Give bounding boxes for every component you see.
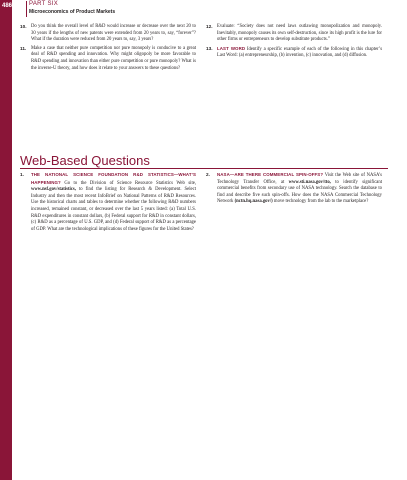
question-text: Visit the Web site of NASA’s Technology Transfer Office, at bbox=[217, 173, 382, 185]
nasa-tto-link[interactable]: www.sti.nasa.gov/tto, bbox=[288, 179, 331, 185]
questions-left-column bbox=[20, 24, 196, 74]
part-label: PART SIX bbox=[29, 1, 59, 7]
question-text: to identify significant commercial benefits from secondary use of NASA technology. Search the database to find and describe five such spin-offs. How does the NASA Commercial Technology Network bbox=[217, 179, 383, 205]
page-sidebar-stripe bbox=[0, 0, 12, 480]
question-text: Identify a specific example of each of the following in this chapter’s Last Word: (a) entrepreneurship, (b) invention, (c) innovation, and (d) diffusion. bbox=[217, 46, 383, 59]
question-text: Evaluate: “Society does not need laws outlawing monopolization and monopoly. Inevitably, monopoly causes its own self-destruction, since its high profit is the lure for other firms or entrepreneurs to develop substitute products.” bbox=[217, 24, 382, 43]
question-text: to find the listing for Research & Development. Select Industry and then the most recent InfoBrief on National Patterns of R&D Resources. Use the historical charts and tables to determine whether the following R&D numbers increased, remained constant, or decreased over the last 5 years listed: (a) Total U.S. R&D expenditures in constant dollars, (b) Federal support for R&D in constant dollars, (c) R&D as a percentage of U.S. GDP, and (d) Federal support of R&D as a percentage of GDP. What are the technological implications of these figures for the United States? bbox=[31, 187, 197, 232]
question-keyword: NASA—ARE THERE COMMERCIAL SPIN-OFFS? bbox=[217, 172, 324, 177]
header-divider bbox=[26, 1, 27, 17]
page-header bbox=[0, 0, 407, 20]
question-text: Go to the Division of Science Resource Statistics Web site, bbox=[64, 180, 197, 186]
question-number: 11. bbox=[20, 45, 27, 51]
question-text: Do you think the overall level of R&D would increase or decrease over the next 20 to 30 years if the lengths of new patents were extended from 20 years to, say, “forever”? What if the duration were reduced from 20 years to, say, 3 years? bbox=[31, 24, 196, 43]
question-number: 2. bbox=[206, 172, 210, 177]
question-item bbox=[206, 24, 382, 44]
question-item bbox=[20, 24, 196, 44]
question-item bbox=[206, 46, 382, 60]
nasa-nctn-link[interactable]: (nctn.hq.nasa.gov/) bbox=[234, 199, 273, 205]
questions-right-column bbox=[206, 24, 382, 62]
question-number: 1. bbox=[20, 172, 24, 177]
question-number: 10. bbox=[20, 24, 27, 29]
chapter-label: Microeconomics of Product Markets bbox=[29, 9, 116, 15]
web-question-item bbox=[206, 172, 382, 206]
question-number: 12. bbox=[206, 24, 213, 29]
question-text: move technology from the lab to the marketplace? bbox=[273, 199, 369, 205]
section-divider bbox=[20, 168, 388, 169]
question-item bbox=[20, 46, 196, 72]
page-number: 486 bbox=[2, 3, 13, 9]
section-title-web-based-questions: Web-Based Questions bbox=[20, 153, 150, 168]
question-number: 13. bbox=[206, 45, 213, 51]
last-word-keyword: LAST WORD bbox=[217, 45, 246, 51]
nsf-statistics-link[interactable]: www.nsf.gov/statistics, bbox=[31, 187, 76, 193]
web-question-item bbox=[20, 172, 196, 233]
question-keyword: THE NATIONAL SCIENCE FOUNDATION R&D STATISTICS—WHAT’S HAPPENING? bbox=[31, 172, 196, 185]
web-questions-right-column bbox=[206, 172, 382, 208]
question-text: Make a case that neither pure competition nor pure monopoly is conducive to a great deal of R&D spending and innovation. Why might oligopoly be more favorable to R&D spending and innovation than either pure competition or pure monopoly? What is the inverse-U theory, and how does it relate to your answers to these questions? bbox=[31, 45, 196, 71]
web-questions-left-column bbox=[20, 172, 196, 235]
